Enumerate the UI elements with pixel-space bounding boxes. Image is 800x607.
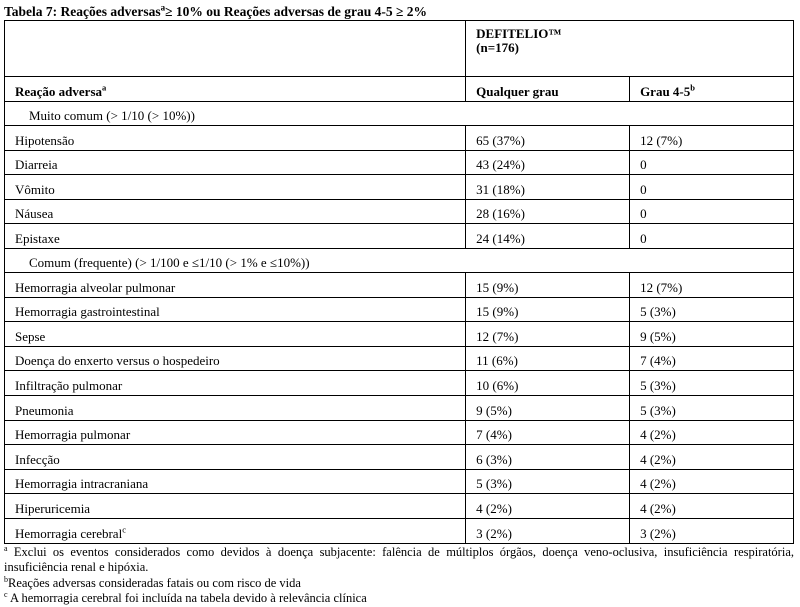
column-header-any-grade <box>466 77 630 102</box>
reaction-cell <box>5 272 466 297</box>
reaction-name: Diarreia <box>15 157 58 173</box>
column-reaction-label: Reação adversa <box>15 84 103 99</box>
reaction-footnote-mark: c <box>122 524 126 535</box>
column-header-reaction <box>5 77 466 102</box>
reaction-name: Hemorragia intracraniana <box>15 476 149 492</box>
reaction-name: Infiltração pulmonar <box>15 377 123 393</box>
section-row <box>5 102 794 126</box>
header-empty-cell <box>5 21 466 77</box>
footnote-mark: a <box>4 543 8 553</box>
reaction-name: Hemorragia alveolar pulmonar <box>15 279 176 295</box>
any-grade-cell: 6 (3%) <box>466 445 630 470</box>
any-grade-cell: 5 (3%) <box>466 469 630 494</box>
column-header-grade45 <box>630 77 794 102</box>
reaction-cell <box>5 420 466 445</box>
reaction-cell <box>5 518 466 543</box>
grade45-cell: 7 (4%) <box>630 346 794 371</box>
reaction-name: Hemorragia pulmonar <box>15 427 131 443</box>
table-row <box>5 150 794 175</box>
grade45-cell: 12 (7%) <box>630 272 794 297</box>
reaction-cell <box>5 371 466 396</box>
reaction-name: Hipotensão <box>15 132 75 148</box>
reaction-cell <box>5 322 466 347</box>
any-grade-cell: 3 (2%) <box>466 518 630 543</box>
any-grade-cell: 4 (2%) <box>466 494 630 519</box>
any-grade-cell: 12 (7%) <box>466 322 630 347</box>
reaction-cell <box>5 175 466 200</box>
table-row <box>5 126 794 151</box>
reaction-cell <box>5 346 466 371</box>
table-header-row <box>5 21 794 77</box>
reaction-name: Hemorragia gastrointestinal <box>15 304 160 320</box>
footnote <box>4 591 796 607</box>
grade45-cell: 0 <box>630 150 794 175</box>
any-grade-cell: 24 (14%) <box>466 224 630 249</box>
footnote-mark: b <box>4 574 8 584</box>
footnotes <box>4 545 796 607</box>
table-row <box>5 175 794 200</box>
reaction-name: Sepse <box>15 328 46 344</box>
any-grade-cell: 7 (4%) <box>466 420 630 445</box>
title-text: Tabela 7: Reações adversas <box>4 4 161 19</box>
reaction-cell <box>5 395 466 420</box>
reaction-name: Hiperuricemia <box>15 500 91 516</box>
reaction-cell <box>5 150 466 175</box>
footnote <box>4 545 794 576</box>
grade45-cell: 12 (7%) <box>630 126 794 151</box>
reaction-name: Doença do enxerto versus o hospedeiro <box>15 353 220 369</box>
any-grade-cell: 43 (24%) <box>466 150 630 175</box>
reaction-name: Náusea <box>15 206 54 222</box>
document-page <box>4 4 796 607</box>
reaction-cell <box>5 199 466 224</box>
footnote <box>4 576 796 592</box>
grade45-cell: 4 (2%) <box>630 445 794 470</box>
product-name: DEFITELIO™ <box>476 26 562 41</box>
footnote-mark: c <box>4 589 8 599</box>
grade45-cell: 5 (3%) <box>630 297 794 322</box>
table-row <box>5 272 794 297</box>
grade45-cell: 4 (2%) <box>630 469 794 494</box>
reaction-cell <box>5 297 466 322</box>
section-label: Muito comum (> 1/10 (> 10%)) <box>5 102 794 126</box>
any-grade-cell: 15 (9%) <box>466 297 630 322</box>
reaction-cell <box>5 494 466 519</box>
reaction-cell <box>5 469 466 494</box>
title-criteria: ≥ 10% ou Reações adversas de grau 4-5 ≥ 2% <box>165 4 428 19</box>
table-row <box>5 518 794 543</box>
grade45-cell: 9 (5%) <box>630 322 794 347</box>
section-row <box>5 248 794 272</box>
table-row <box>5 346 794 371</box>
footnote-text: Reações adversas consideradas fatais ou com risco de vida <box>8 575 301 590</box>
grade45-cell: 5 (3%) <box>630 395 794 420</box>
table-row <box>5 469 794 494</box>
grade45-cell: 3 (2%) <box>630 518 794 543</box>
table-row <box>5 445 794 470</box>
adverse-reactions-table <box>4 20 794 544</box>
any-grade-cell: 28 (16%) <box>466 199 630 224</box>
table-row <box>5 420 794 445</box>
grade45-cell: 0 <box>630 224 794 249</box>
grade45-cell: 0 <box>630 175 794 200</box>
table-row <box>5 322 794 347</box>
table-row <box>5 199 794 224</box>
table-row <box>5 371 794 396</box>
footnote-text: Exclui os eventos considerados como devidos à doença subjacente: falência de múltiplos órgãos, doença veno-oclusiva, insuficiência respiratória, insuficiência renal e hipóxia. <box>4 544 794 574</box>
grade45-cell: 4 (2%) <box>630 420 794 445</box>
section-label: Comum (frequente) (> 1/100 e ≤1/10 (> 1% e ≤10%)) <box>5 248 794 272</box>
table-row <box>5 395 794 420</box>
product-header-cell <box>466 21 794 77</box>
table-title <box>4 4 796 20</box>
reaction-name: Vômito <box>15 181 55 197</box>
reaction-name: Epistaxe <box>15 230 60 246</box>
reaction-cell <box>5 126 466 151</box>
column-header-row <box>5 77 794 102</box>
reaction-name: Pneumonia <box>15 402 74 418</box>
column-grade45-label: Grau 4-5 <box>640 84 691 99</box>
reaction-name: Hemorragia cerebral <box>15 525 123 541</box>
table-row <box>5 494 794 519</box>
title-superscript: a <box>160 2 166 13</box>
footnote-text: A hemorragia cerebral foi incluída na tabela devido à relevância clínica <box>7 591 367 605</box>
table-row <box>5 297 794 322</box>
any-grade-cell: 11 (6%) <box>466 346 630 371</box>
grade45-cell: 4 (2%) <box>630 494 794 519</box>
any-grade-cell: 10 (6%) <box>466 371 630 396</box>
any-grade-cell: 31 (18%) <box>466 175 630 200</box>
any-grade-cell: 15 (9%) <box>466 272 630 297</box>
grade45-cell: 5 (3%) <box>630 371 794 396</box>
reaction-cell <box>5 224 466 249</box>
reaction-name: Infecção <box>15 451 60 467</box>
any-grade-cell: 9 (5%) <box>466 395 630 420</box>
any-grade-cell: 65 (37%) <box>466 126 630 151</box>
column-grade45-sup: b <box>690 82 695 93</box>
column-reaction-sup: a <box>102 82 107 93</box>
reaction-cell <box>5 445 466 470</box>
grade45-cell: 0 <box>630 199 794 224</box>
column-any-grade-label: Qualquer grau <box>476 84 559 99</box>
table-row <box>5 224 794 249</box>
sample-size: (n=176) <box>476 40 519 55</box>
